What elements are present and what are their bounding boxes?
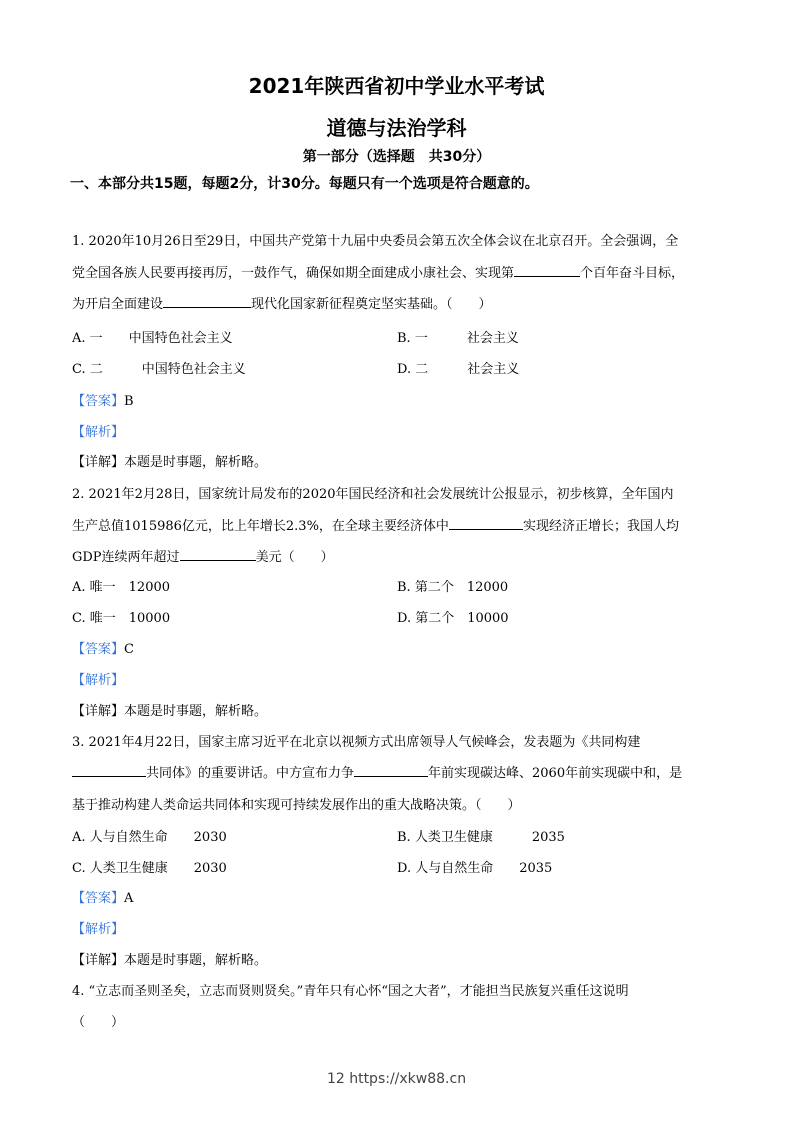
q2-option-a: A. 唯一 12000 [72, 580, 171, 595]
q2-analysis: 【解析】 [72, 673, 125, 688]
q2-line1: 2. 2021年2月28日，国家统计局发布的2020年国民经济和社会发展统计公报显示，初步核算，全年国内 [72, 487, 674, 502]
q3-line2: 共同体》的重要讲话。中方宣布力争 年前实现碳达峰、2060年前实现碳中和，是 [72, 762, 682, 781]
q1-option-a: A. 一 中国特色社会主义 [72, 331, 233, 346]
q2-blank-2 [180, 548, 256, 561]
q3-blank-1 [72, 764, 146, 777]
q3-option-c: C. 人类卫生健康 2030 [72, 861, 227, 876]
q3-option-b: B. 人类卫生健康 2035 [397, 830, 565, 845]
q1-option-c: C. 二 中国特色社会主义 [72, 362, 246, 377]
q3-answer: 【答案】A [72, 891, 134, 906]
exam-title: 2021年陕西省初中学业水平考试 [248, 74, 545, 98]
q1-option-b: B. 一 社会主义 [397, 331, 519, 346]
q3-detail: 【详解】本题是时事题，解析略。 [72, 953, 268, 968]
q4-line1: 4. “立志而圣则圣矣，立志而贤则贤矣。”青年只有心怀“国之大者”，才能担当民族复兴重任这说明 [72, 984, 629, 999]
q1-analysis: 【解析】 [72, 425, 125, 440]
q1-line1: 1. 2020年10月26日至29日，中国共产党第十九届中央委员会第五次全体会议在北京召开。全会强调，全 [72, 234, 679, 249]
q2-answer: 【答案】C [72, 642, 134, 657]
part-title: 第一部分（选择题 共30分） [302, 149, 491, 165]
q1-line2: 党全国各族人民要再接再厉，一鼓作气，确保如期全面建成小康社会、实现第 个百年奋斗目标， [72, 266, 685, 281]
q1-answer: 【答案】B [72, 394, 134, 409]
subject-title: 道德与法治学科 [326, 116, 467, 140]
q3-option-a: A. 人与自然生命 2030 [72, 830, 227, 845]
q2-line3: GDP连续两年超过 美元（ ） [72, 550, 334, 565]
q1-detail: 【详解】本题是时事题，解析略。 [72, 455, 268, 470]
q4-line2: （ ） [72, 1015, 125, 1030]
q3-blank-2 [354, 764, 428, 777]
q2-option-d: D. 第二个 10000 [397, 611, 509, 626]
q3-line1: 3. 2021年4月22日，国家主席习近平在北京以视频方式出席领导人气候峰会，发表题为《共同构建 [72, 735, 641, 750]
q2-option-b: B. 第二个 12000 [397, 580, 509, 595]
q3-line3: 基于推动构建人类命运共同体和实现可持续发展作出的重大战略决策。（ ） [72, 798, 521, 813]
q2-option-c: C. 唯一 10000 [72, 611, 171, 626]
q1-blank-1 [514, 264, 580, 277]
q2-blank-1 [449, 517, 523, 530]
page-footer: 12 https://xkw88.cn [326, 1071, 467, 1087]
q1-option-d: D. 二 社会主义 [397, 362, 520, 377]
q2-line2: 生产总值1015986亿元，比上年增长2.3%，在全球主要经济体中 实现经济正增长；我国人均 [72, 519, 679, 534]
q1-line3: 为开启全面建设 现代化国家新征程奠定坚实基础。（ ） [72, 297, 492, 312]
section-intro: 一、本部分共15题，每题2分，计30分。每题只有一个选项是符合题意的。 [70, 176, 539, 192]
q3-option-d: D. 人与自然生命 2035 [397, 861, 553, 876]
q1-blank-2 [163, 295, 251, 308]
q2-detail: 【详解】本题是时事题，解析略。 [72, 704, 268, 719]
q3-analysis: 【解析】 [72, 922, 125, 937]
